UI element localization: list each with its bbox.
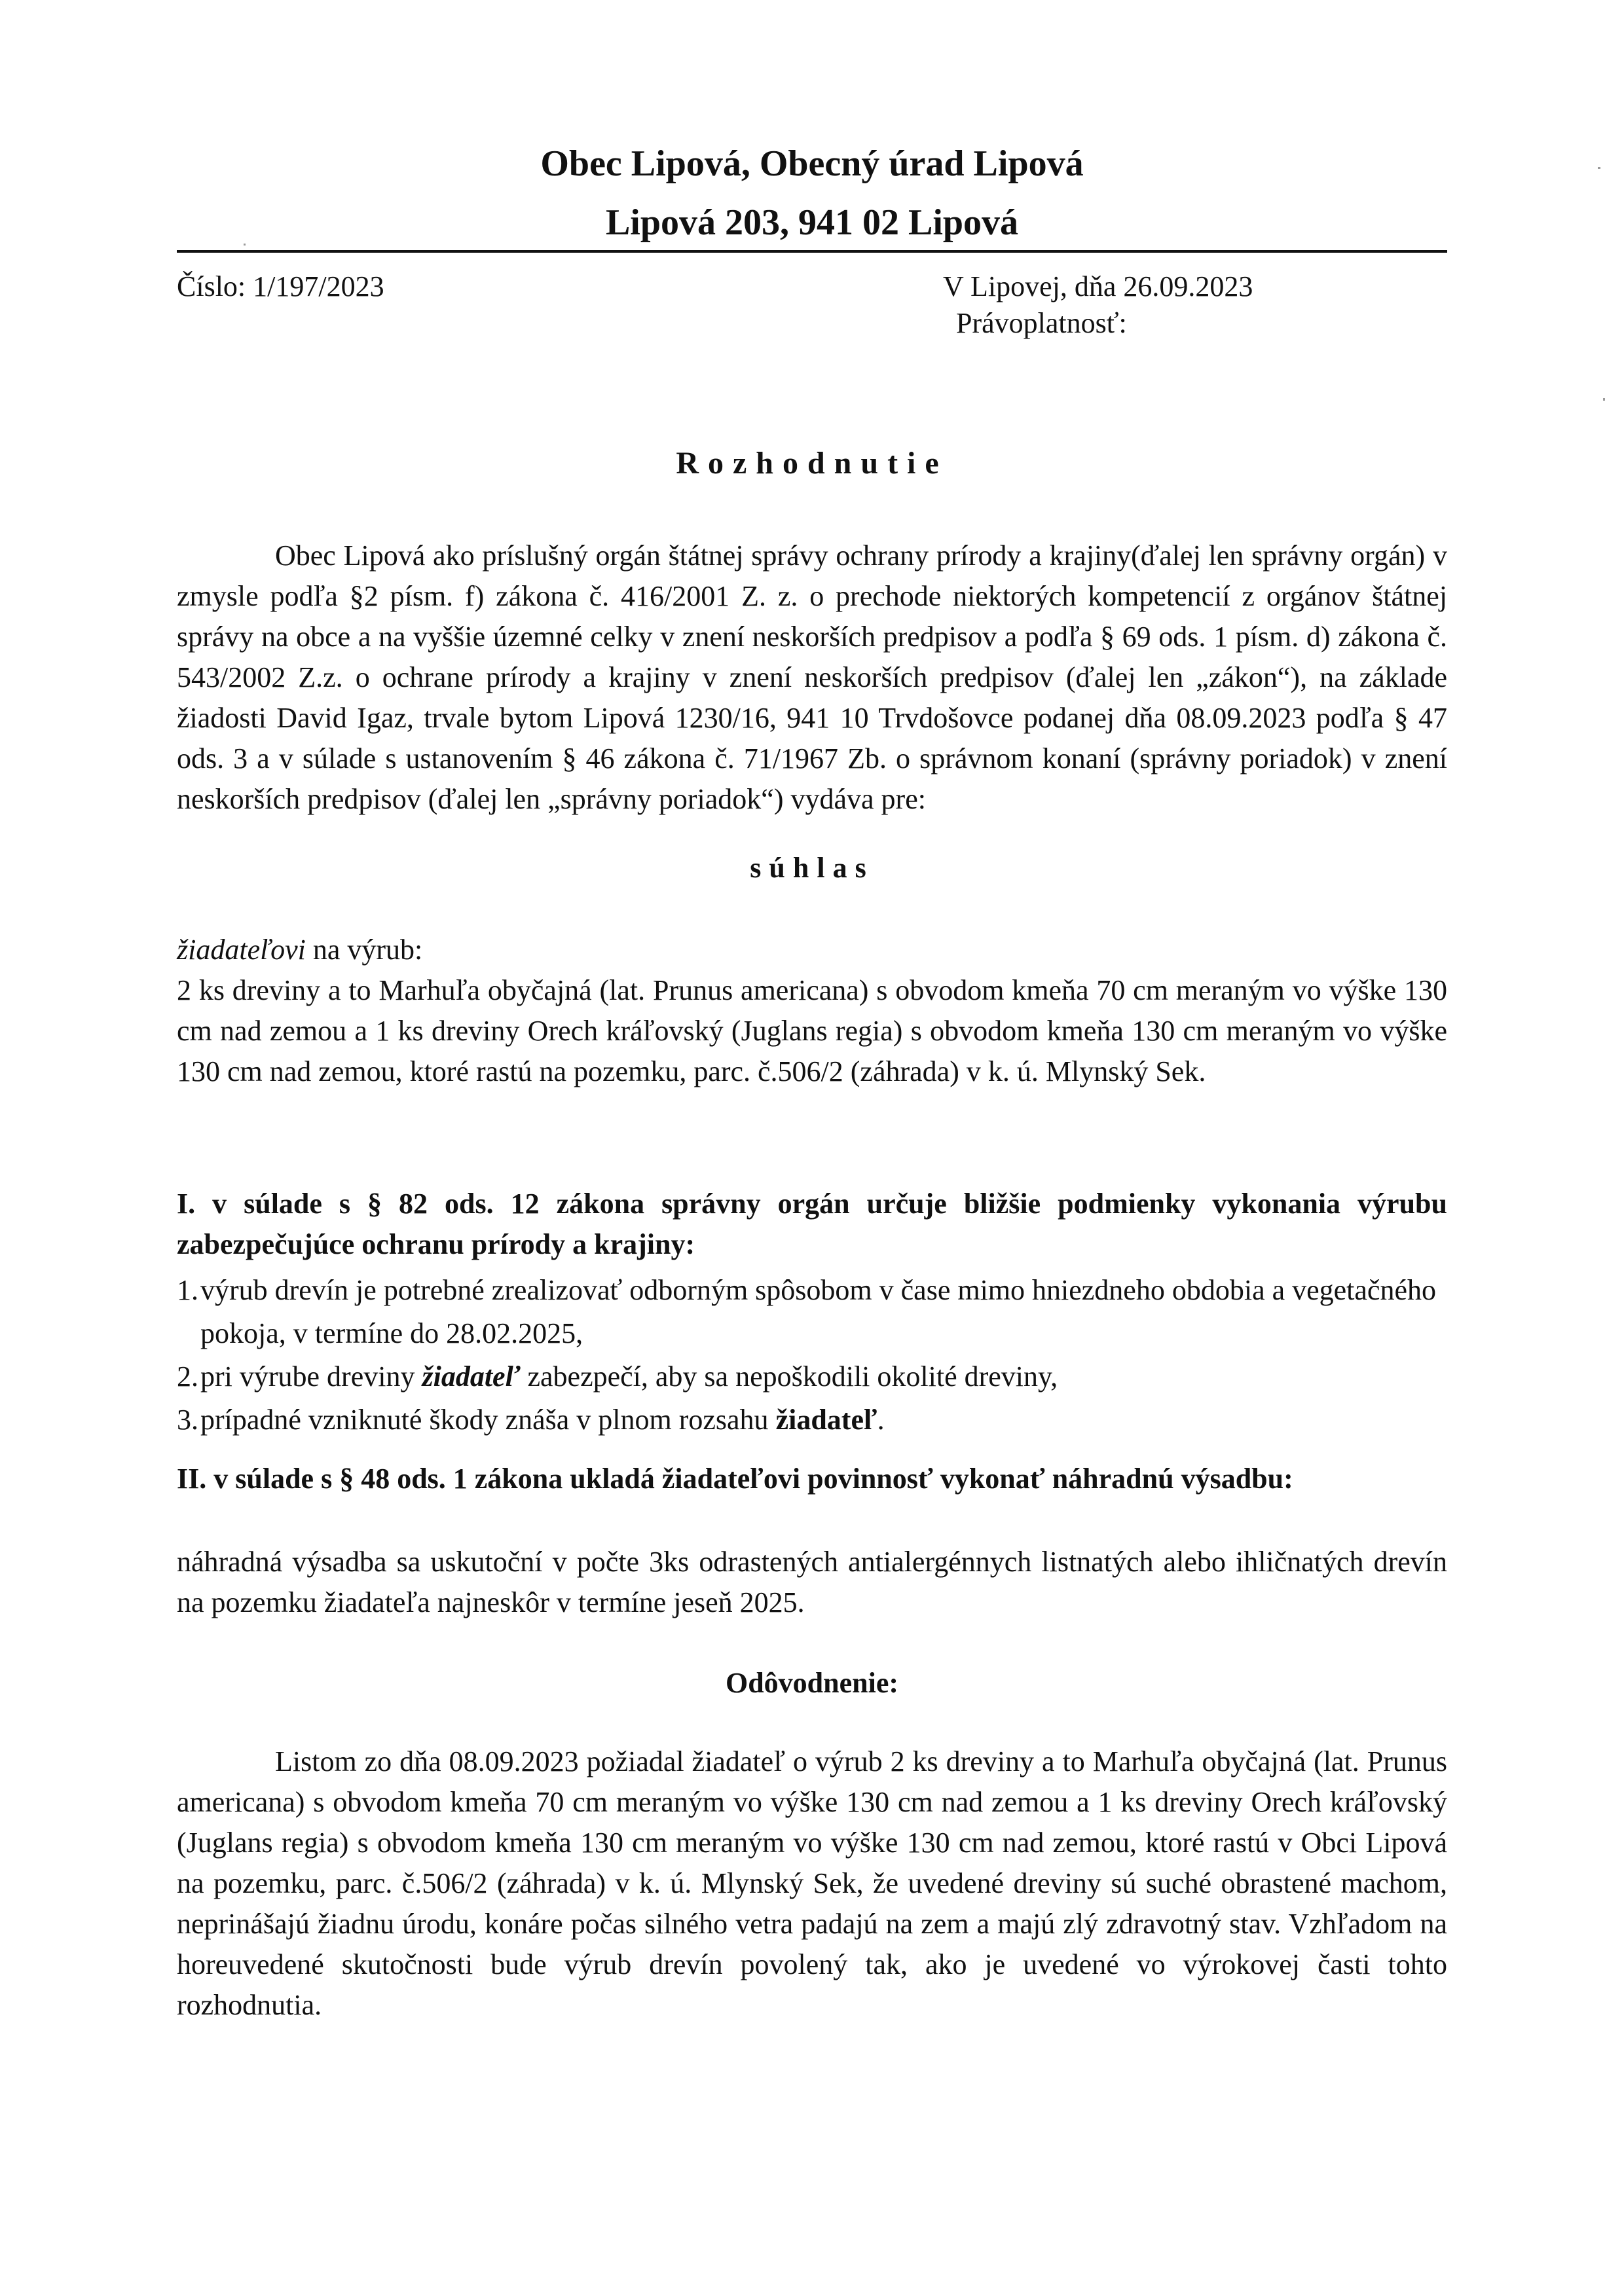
header-divider (177, 250, 1447, 253)
list-item: 3. prípadné vzniknuté škody znáša v plnom rozsahu žiadateľ. (177, 1404, 885, 1436)
applicant-label: žiadateľovi (177, 934, 306, 966)
place-date: V Lipovej, dňa 26.09.2023 (943, 270, 1253, 302)
letterhead-address: Lipová 203, 941 02 Lipová (605, 202, 1019, 243)
applicant-line (177, 930, 1447, 970)
reasoning-heading: Odôvodnenie: (725, 1667, 899, 1699)
reasoning-paragraph: Listom zo dňa 08.09.2023 požiadal žiadateľ o výrub 2 ks dreviny a to Marhuľa obyčajná (lat. Prunus americana) s obvodom kmeňa 70 cm meraným vo výške 130 cm nad zemou a 1 ks dreviny Orech kráľovský (Juglans regia) s obvodom kmeňa 130 cm meraným vo výške 130 cm nad zemou, ktoré rastú v Obci Lipová na pozemku, parc. č.506/2 (záhrada) v k. ú. Mlynský Sek, že uvedené dreviny sú suché obrastené machom, neprinášajú žiadnu úrodu, konáre počas silného vetra padajú na zem a majú zlý zdravotný stav. Vzhľadom na horeuvedené skutočnosti bude výrub drevín povolený tak, ako je uvedené vo výrokovej časti tohto rozhodnutia. (177, 1745, 1447, 2021)
conditions-list (177, 1269, 1447, 1442)
scan-speck (1598, 167, 1600, 169)
applicant-rest: na výrub: (305, 934, 423, 966)
intro-paragraph: Obec Lipová ako príslušný orgán štátnej správy ochrany prírody a krajiny(ďalej len správny orgán) v zmysle podľa §2 písm. f) zákona č. 416/2001 Z. z. o prechode niektorých kompetencií z orgánov štátnej správy na obce a na vyššie územné celky v znení neskorších predpisov a podľa § 69 ods. 1 písm. d) zákona č. 543/2002 Z.z. o ochrane prírody a krajiny v znení neskorších predpisov (ďalej len „zákon“), na základe žiadosti David Igaz, trvale bytom Lipová 1230/16, 941 10 Trvdošovce podanej dňa 08.09.2023 podľa § 47 ods. 3 a v súlade s ustanovením § 46 zákona č. 71/1967 Zb. o správnom konaní (správny poriadok) v znení neskorších predpisov (ďalej len „správny poriadok“) vydáva pre: (177, 539, 1447, 815)
list-item: 2. pri výrube dreviny žiadateľ zabezpečí, aby sa nepoškodili okolité dreviny, (177, 1360, 1058, 1393)
letterhead-office: Obec Lipová, Obecný úrad Lipová (540, 143, 1084, 184)
document-title: Rozhodnutie (676, 446, 948, 481)
trees-description: 2 ks dreviny a to Marhuľa obyčajná (lat. Prunus americana) s obvodom kmeňa 70 cm meraným vo výške 130 cm nad zemou a 1 ks dreviny Orech kráľovský (Juglans regia) s obvodom kmeňa 130 cm meraným vo výške 130 cm nad zemou, ktoré rastú na pozemku, parc. č.506/2 (záhrada) v k. ú. Mlynský Sek. (177, 974, 1447, 1087)
replacement-planting-text: náhradná výsadba sa uskutoční v počte 3ks odrastených antialergénnych listnatých alebo ihličnatých drevín na pozemku žiadateľa najneskôr v termíne jeseň 2025. (177, 1546, 1447, 1618)
scan-speck (244, 244, 246, 246)
consent-heading: súhlas (750, 852, 874, 884)
letterhead (177, 134, 1447, 252)
list-item: 1. výrub drevín je potrebné zrealizovať odborným spôsobom v čase mimo hniezdneho obdobia a vegetačného pokoja, v termíne do 28.02.2025, (177, 1274, 1436, 1349)
validity-field: Právoplatnosť: (956, 307, 1127, 339)
scan-speck (1603, 398, 1605, 401)
date-block (943, 268, 1253, 342)
reference-number: Číslo: 1/197/2023 (177, 270, 384, 302)
section-2-heading: II. v súlade s § 48 ods. 1 zákona ukladá žiadateľovi povinnosť vykonať náhradnú výsadbu: (177, 1463, 1293, 1495)
section-1-heading: I. v súlade s § 82 ods. 12 zákona správny orgán určuje bližšie podmienky vykonania výrubu zabezpečujúce ochranu prírody a krajiny: (177, 1188, 1447, 1260)
